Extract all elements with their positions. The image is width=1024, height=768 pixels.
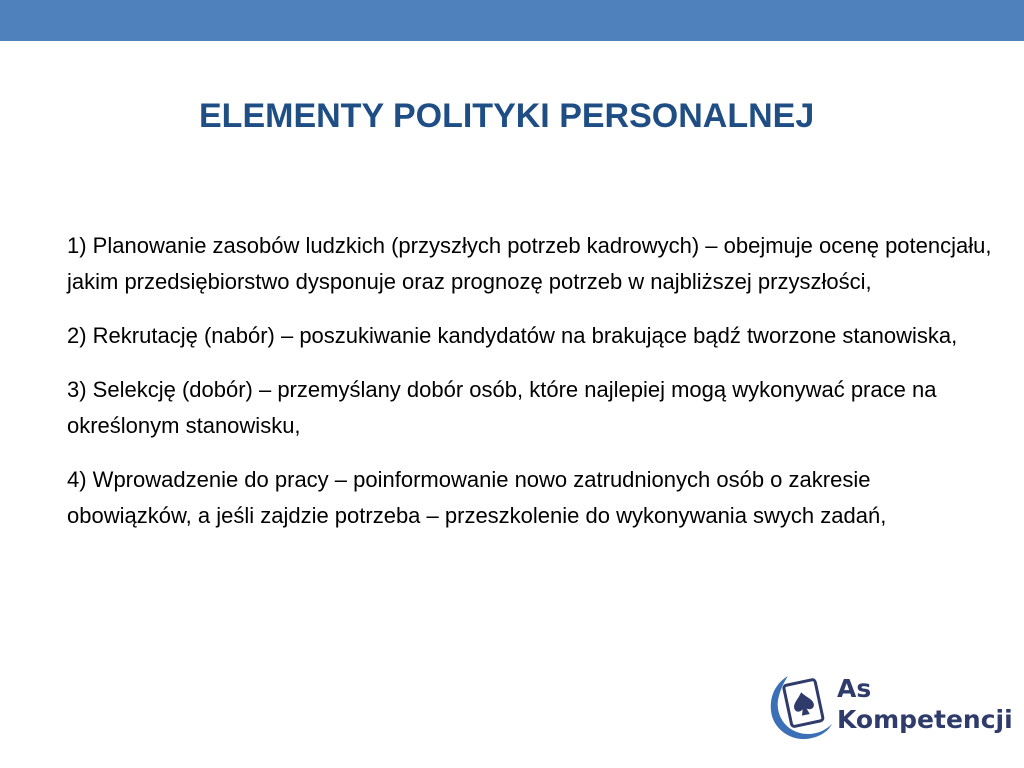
paragraph-2: 2) Rekrutację (nabór) – poszukiwanie kandydatów na brakujące bądź tworzone stanowiska, — [67, 323, 958, 348]
logo — [768, 670, 1013, 742]
slide-title: ELEMENTY POLITYKI PERSONALNEJ — [199, 97, 815, 135]
logo-line-2: Kompetencji — [837, 705, 1013, 734]
logo-line-1: As — [837, 674, 872, 703]
paragraph-3: 3) Selekcję (dobór) – przemyślany dobór osób, które najlepiej mogą wykonywać prace na określonym stanowisku, — [67, 377, 937, 438]
slide-content — [67, 228, 997, 552]
spade-card-icon — [768, 670, 834, 742]
top-band — [0, 0, 1024, 41]
logo-text — [837, 674, 1013, 736]
paragraph-4: 4) Wprowadzenie do pracy – poinformowanie nowo zatrudnionych osób o zakresie obowiązków, a jeśli zajdzie potrzeba – przeszkolenie do wykonywania swych zadań, — [67, 467, 887, 528]
paragraph-1: 1) Planowanie zasobów ludzkich (przyszłych potrzeb kadrowych) – obejmuje ocenę potencjału, jakim przedsiębiorstwo dysponuje oraz prognozę potrzeb w najbliższej przyszłości, — [67, 233, 992, 294]
